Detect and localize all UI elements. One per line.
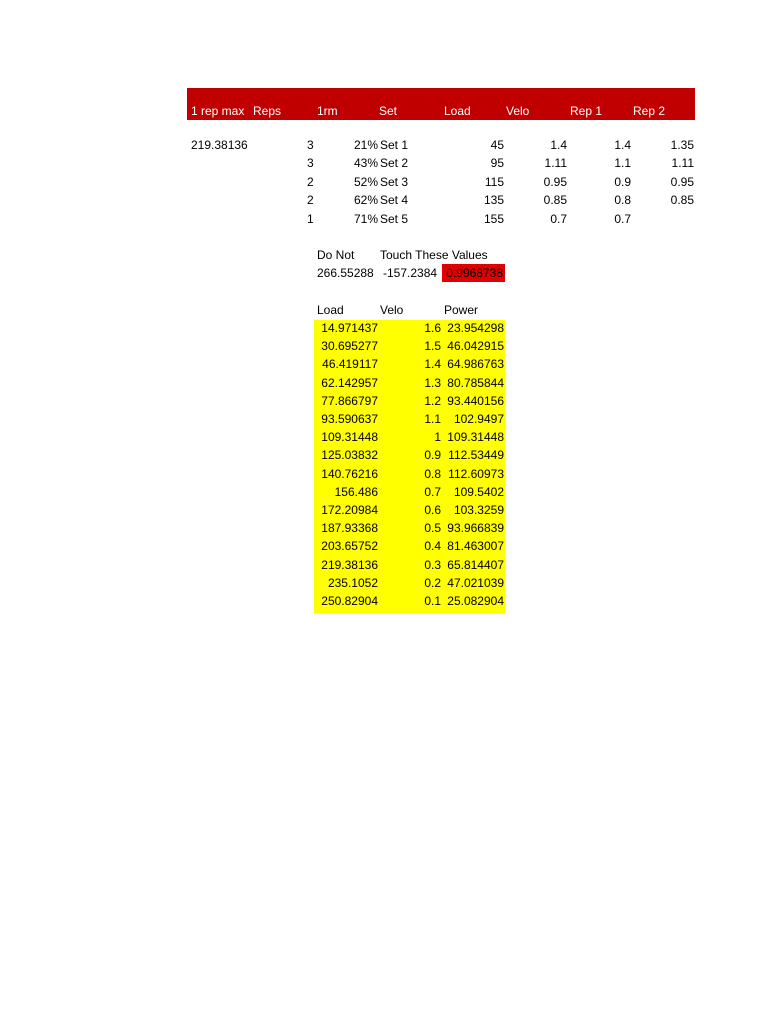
power-velo-cell[interactable]: 1 [434,430,441,444]
power-velo-cell[interactable]: 0.5 [424,521,441,535]
power-load-cell[interactable]: 187.93368 [321,521,378,535]
power-load-cell[interactable]: 250.82904 [321,594,378,608]
load-cell[interactable]: 45 [490,138,504,152]
power-load-cell[interactable]: 140.76216 [321,467,378,481]
load-cell[interactable]: 155 [483,212,504,226]
power-value-cell[interactable]: 103.3259 [453,503,504,517]
power-value-cell[interactable]: 81.463007 [447,539,504,553]
power-velo-cell[interactable]: 0.3 [424,558,441,572]
power-velo-cell[interactable]: 1.5 [424,339,441,353]
power-velo-cell[interactable]: 0.8 [424,467,441,481]
power-load-cell[interactable]: 125.03832 [321,448,378,462]
set-cell[interactable]: Set 4 [380,193,409,207]
power-velo-cell[interactable]: 1.6 [424,321,441,335]
header-1-rep-max: 1 rep max [191,104,245,118]
rep1-cell[interactable]: 0.7 [614,212,631,226]
power-velo-cell[interactable]: 1.1 [424,412,441,426]
header-set: Set [379,104,398,118]
set-cell[interactable]: Set 1 [380,138,409,152]
power-value-cell[interactable]: 112.53449 [448,448,504,462]
warning-value-2[interactable]: -157.2384 [383,266,438,280]
rep2-cell[interactable] [632,210,694,228]
warning-value-1[interactable]: 266.55288 [317,266,374,280]
reps-cell[interactable]: 1 [307,212,314,226]
reps-cell[interactable]: 3 [307,156,314,170]
power-value-cell[interactable]: 46.042915 [447,339,504,353]
header-rep-1: Rep 1 [570,104,603,118]
warning-value-3[interactable]: 0.9968738 [446,266,503,280]
reps-cell[interactable]: 2 [307,175,314,189]
power-value-cell[interactable]: 64.986763 [447,357,504,371]
power-value-cell[interactable]: 93.966839 [447,521,504,535]
power-value-cell[interactable]: 47.021039 [447,576,504,590]
rep1-cell[interactable]: 0.8 [614,193,631,207]
one-rep-max-value[interactable]: 219.38136 [191,138,248,152]
power-load-cell[interactable]: 219.38136 [321,558,378,572]
power-value-cell[interactable]: 25.082904 [447,594,504,608]
rep2-cell[interactable]: 1.35 [670,138,694,152]
velo-cell[interactable]: 0.95 [543,175,567,189]
power-velo-cell[interactable]: 1.2 [424,394,441,408]
power-velo-cell[interactable]: 1.4 [424,357,441,371]
power-load-cell[interactable]: 156.486 [334,485,378,499]
power-velo-cell[interactable]: 0.7 [424,485,441,499]
power-velo-cell[interactable]: 0.1 [424,594,441,608]
velo-cell[interactable]: 1.11 [544,156,567,170]
reps-cell[interactable]: 2 [307,193,314,207]
rep2-cell[interactable]: 0.85 [670,193,694,207]
load-cell[interactable]: 115 [484,175,504,189]
power-value-cell[interactable]: 109.31448 [447,430,504,444]
power-velo-cell[interactable]: 1.3 [424,376,441,390]
power-load-cell[interactable]: 77.866797 [321,394,378,408]
warning-label-do-not: Do Not [317,248,355,262]
power-load-cell[interactable]: 14.971437 [321,321,378,335]
power-header-power: Power [444,303,479,317]
reps-cell[interactable]: 3 [307,138,314,152]
rep1-cell[interactable]: 1.1 [614,156,631,170]
header-reps: Reps [253,104,282,118]
power-header-velo: Velo [380,303,404,317]
velo-cell[interactable]: 1.4 [550,138,567,152]
warning-label-touch: Touch These Values [380,248,488,262]
power-load-cell[interactable]: 235.1052 [327,576,378,590]
velo-cell[interactable]: 0.7 [550,212,567,226]
power-load-cell[interactable]: 46.419117 [322,357,378,371]
power-value-cell[interactable]: 109.5402 [453,485,504,499]
power-load-cell[interactable]: 62.142957 [321,376,378,390]
pct-cell[interactable]: 62% [353,193,378,207]
pct-cell[interactable]: 21% [353,138,378,152]
header-1rm: 1rm [317,104,338,118]
power-value-cell[interactable]: 65.814407 [447,558,504,572]
pct-cell[interactable]: 52% [353,175,378,189]
power-load-cell[interactable]: 203.65752 [321,539,378,553]
header-velo: Velo [506,104,530,118]
rep2-cell[interactable]: 1.11 [671,156,694,170]
power-header-load: Load [317,303,344,317]
pct-cell[interactable]: 43% [353,156,378,170]
pct-cell[interactable]: 71% [353,212,378,226]
power-load-cell[interactable]: 109.31448 [321,430,378,444]
power-velo-cell[interactable]: 0.2 [424,576,441,590]
set-cell[interactable]: Set 3 [380,175,409,189]
power-value-cell[interactable]: 23.954298 [447,321,504,335]
rep1-cell[interactable]: 0.9 [614,175,631,189]
power-value-cell[interactable]: 112.60973 [448,467,504,481]
rep2-cell[interactable]: 0.95 [670,175,694,189]
load-cell[interactable]: 95 [490,156,504,170]
power-load-cell[interactable]: 93.590637 [321,412,378,426]
power-velo-cell[interactable]: 0.6 [424,503,441,517]
header-rep-2: Rep 2 [633,104,666,118]
power-value-cell[interactable]: 102.9497 [453,412,504,426]
power-load-cell[interactable]: 30.695277 [321,339,378,353]
power-velo-cell[interactable]: 0.4 [424,539,441,553]
power-value-cell[interactable]: 80.785844 [447,376,504,390]
rep1-cell[interactable]: 1.4 [614,138,631,152]
load-cell[interactable]: 135 [483,193,504,207]
power-velo-cell[interactable]: 0.9 [424,448,441,462]
power-load-cell[interactable]: 172.20984 [321,503,378,517]
power-value-cell[interactable]: 93.440156 [447,394,504,408]
velo-cell[interactable]: 0.85 [543,193,567,207]
set-cell[interactable]: Set 5 [380,212,409,226]
header-load: Load [444,104,471,118]
set-cell[interactable]: Set 2 [380,156,409,170]
